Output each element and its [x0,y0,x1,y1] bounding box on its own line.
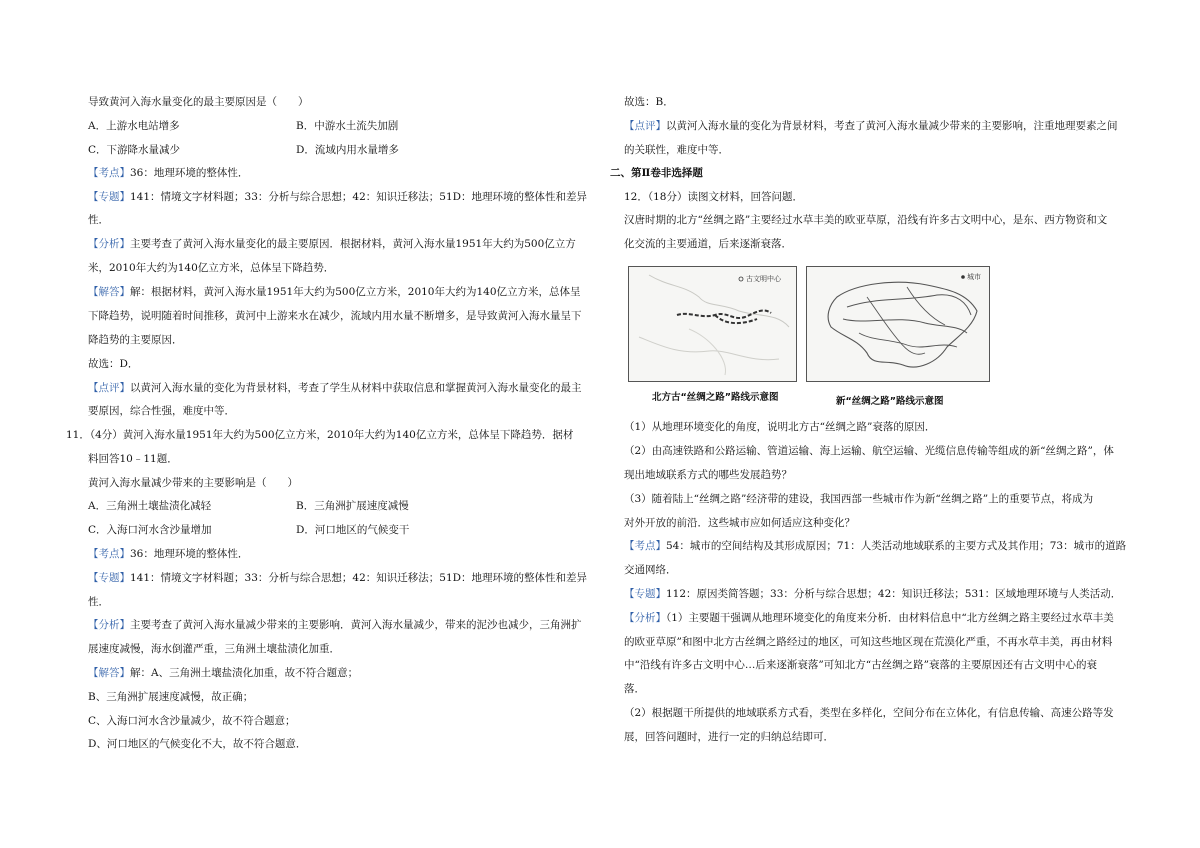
zhuanti-text: 112：原因类简答题；33：分析与综合思想；42：知识迁移法；531：区域地理环境与人类活动． [666,588,1122,600]
q11-jieda [88,666,358,680]
kaodian-tag: 【考点】 [624,540,666,552]
dianping-tag: 【点评】 [88,382,130,394]
fenxi-tag: 【分析】 [624,612,666,624]
section-heading: 二、第Ⅱ卷非选择题 [610,167,703,179]
q11-zhuanti-cont: 性． [88,596,109,608]
q10-jieda [88,285,581,299]
ancient-silk-road-map [628,266,797,382]
fenxi-text: 主要考查了黄河入海水量减少带来的主要影响．黄河入海水量减少，带来的泥沙也减少，三角洲扩 [130,619,582,631]
q11-dianping [624,119,1118,133]
fenxi-tag: 【分析】 [88,238,130,250]
q10-kaodian [88,166,248,180]
dianping-text: 以黄河入海水量的变化为背景材料，考查了黄河入海水量减少带来的主要影响，注重地理要素之间 [666,120,1118,132]
q10-option-a: A．上游水电站增多 [88,120,180,132]
zhuanti-tag: 【专题】 [624,588,666,600]
q11-stem: 黄河入海水量减少带来的主要影响是（ ） [88,477,298,489]
q12-material-cont: 化交流的主要通道，后来逐渐衰落． [624,238,792,250]
q10-dianping [88,381,582,395]
q12-kaodian [624,539,1126,553]
q12-part3: （3）随着陆上“丝绸之路”经济带的建设，我国西部一些城市作为新“丝绸之路”上的重要节点，将成为 [624,493,1094,505]
q11-kaodian [88,547,248,561]
fenxi-tag: 【分析】 [88,619,130,631]
q12-material: 汉唐时期的北方“丝绸之路”主要经过水草丰美的欧亚草原，沿线有许多古文明中心，是东、西方物资和文 [624,214,1108,226]
zhuanti-text: 141：情境文字材料题；33：分析与综合思想；42：知识迁移法；51D：地理环境的整体性和差异 [130,572,588,584]
q10-dianping-cont: 要原因，综合性强，难度中等． [88,405,235,417]
kaodian-text: 36：地理环境的整体性． [130,548,249,560]
q12-fenxi-part2: （2）根据题干所提供的地域联系方式看，类型在多样化，空间分布在立体化，有信息传输、高速公路等发 [624,707,1114,719]
q10-option-b: B．中游水土流失加剧 [296,120,399,132]
q11-jieda-d: D、河口地区的气候变化不大，故不符合题意． [88,738,307,750]
new-silk-road-map-drawing [807,267,989,381]
kaodian-text: 54：城市的空间结构及其形成原因；71：人类活动地域联系的主要方式及其作用；73：城市的道路 [666,540,1127,552]
q11-option-a: A．三角洲土壤盐渍化减轻 [88,500,212,512]
q11-option-b: B．三角洲扩展速度减慢 [296,500,409,512]
kaodian-tag: 【考点】 [88,548,130,560]
ancient-silk-road-caption: 北方古“丝绸之路”路线示意图 [652,392,779,403]
q12-part2: （2）由高速铁路和公路运输、管道运输、海上运输、航空运输、光缆信息传输等组成的新“丝绸之路”，体 [624,445,1114,457]
q11-jieda-b: B、三角洲扩展速度减慢，故正确； [88,691,254,703]
q10-jieda-cont-2: 降趋势的主要原因． [88,334,183,346]
q10-option-d: D．流域内用水量增多 [296,144,399,156]
q11-fenxi [88,618,582,632]
zhuanti-tag: 【专题】 [88,572,130,584]
q12-part1: （1）从地理环境变化的角度，说明北方古“丝绸之路”衰落的原因． [624,421,936,433]
dianping-tag: 【点评】 [624,120,666,132]
q12-fenxi-cont-3: 落． [624,683,645,695]
zhuanti-tag: 【专题】 [88,191,130,203]
q11-heading: 11．（4分）黄河入海水量1951年大约为500亿立方米，2010年大约为140亿立方米，总体呈下降趋势．据材 [66,429,574,441]
jieda-text: 解：根据材料，黄河入海水量1951年大约为500亿立方米，2010年大约为140亿立方米，总体呈 [130,286,581,298]
q12-heading: 12．（18分）读图文材料，回答问题． [624,191,803,203]
zhuanti-text: 141：情境文字材料题；33：分析与综合思想；42：知识迁移法；51D：地理环境的整体性和差异 [130,191,588,203]
q11-answer: 故选：B． [624,96,674,108]
q11-zhuanti [88,571,587,585]
q11-dianping-cont: 的关联性，难度中等． [624,144,729,156]
kaodian-text: 36：地理环境的整体性． [130,167,249,179]
q12-part3-cont: 对外开放的前沿．这些城市应如何适应这种变化？ [624,517,855,529]
jieda-tag: 【解答】 [88,286,130,298]
new-silk-road-map [806,266,990,382]
q10-fenxi-cont: 米，2010年大约为140亿立方米，总体呈下降趋势． [88,262,335,274]
q10-option-c: C．下游降水量减少 [88,144,181,156]
q12-part2-cont: 现出地域联系方式的哪些发展趋势？ [624,469,792,481]
dianping-text: 以黄河入海水量的变化为背景材料，考查了学生从材料中获取信息和掌握黄河入海水量变化的最主 [130,382,582,394]
q11-heading-cont: 料回答10﹣11题． [88,453,178,465]
q12-fenxi-cont-1: 的欧亚草原”和图中北方古丝绸之路经过的地区，可知这些地区现在荒漠化严重，不再水草丰美，再由材料 [624,636,1113,648]
new-silk-road-caption: 新“丝绸之路”路线示意图 [836,396,944,407]
map1-legend-label: 古文明中心 [746,275,781,283]
q12-zhuanti [624,587,1121,601]
q11-option-c: C．入海口河水含沙量增加 [88,524,212,536]
q10-zhuanti [88,190,587,204]
q10-zhuanti-cont: 性． [88,214,109,226]
jieda-text: 解：A、三角洲土壤盐渍化加重，故不符合题意； [130,667,359,679]
q11-jieda-c: C、入海口河水含沙量减少，故不符合题意； [88,715,296,727]
jieda-tag: 【解答】 [88,667,130,679]
fenxi-text: （1）主要题干强调从地理环境变化的角度来分析．由材料信息中“北方丝绸之路主要经过水草丰美 [666,612,1114,624]
q10-answer: 故选：D． [88,358,139,370]
q11-fenxi-cont: 展速度减慢，海水倒灌严重，三角洲土壤盐渍化加重． [88,643,340,655]
q12-fenxi-part2-cont: 展，回答问题时，进行一定的归纳总结即可． [624,731,834,743]
q12-fenxi [624,611,1114,625]
q12-fenxi-cont-2: 中“沿线有许多古文明中心…后来逐渐衰落”可知北方“古丝绸之路”衰落的主要原因还有古文明中心的衰 [624,659,1097,671]
q11-option-d: D．河口地区的气候变干 [296,524,410,536]
fenxi-text: 主要考查了黄河入海水量变化的最主要原因．根据材料，黄河入海水量1951年大约为500亿立方 [130,238,576,250]
kaodian-tag: 【考点】 [88,167,130,179]
q12-kaodian-cont: 交通网络． [624,564,677,576]
ancient-silk-road-map-drawing [629,267,796,381]
q10-fenxi [88,237,576,251]
map2-legend-label: 城市 [967,273,981,281]
q10-stem: 导致黄河入海水量变化的最主要原因是（ ） [88,96,309,108]
q10-jieda-cont-1: 下降趋势，说明随着时间推移，黄河中上游来水在减少，流域内用水量不断增多，是导致黄河入海水量呈下 [88,310,582,322]
